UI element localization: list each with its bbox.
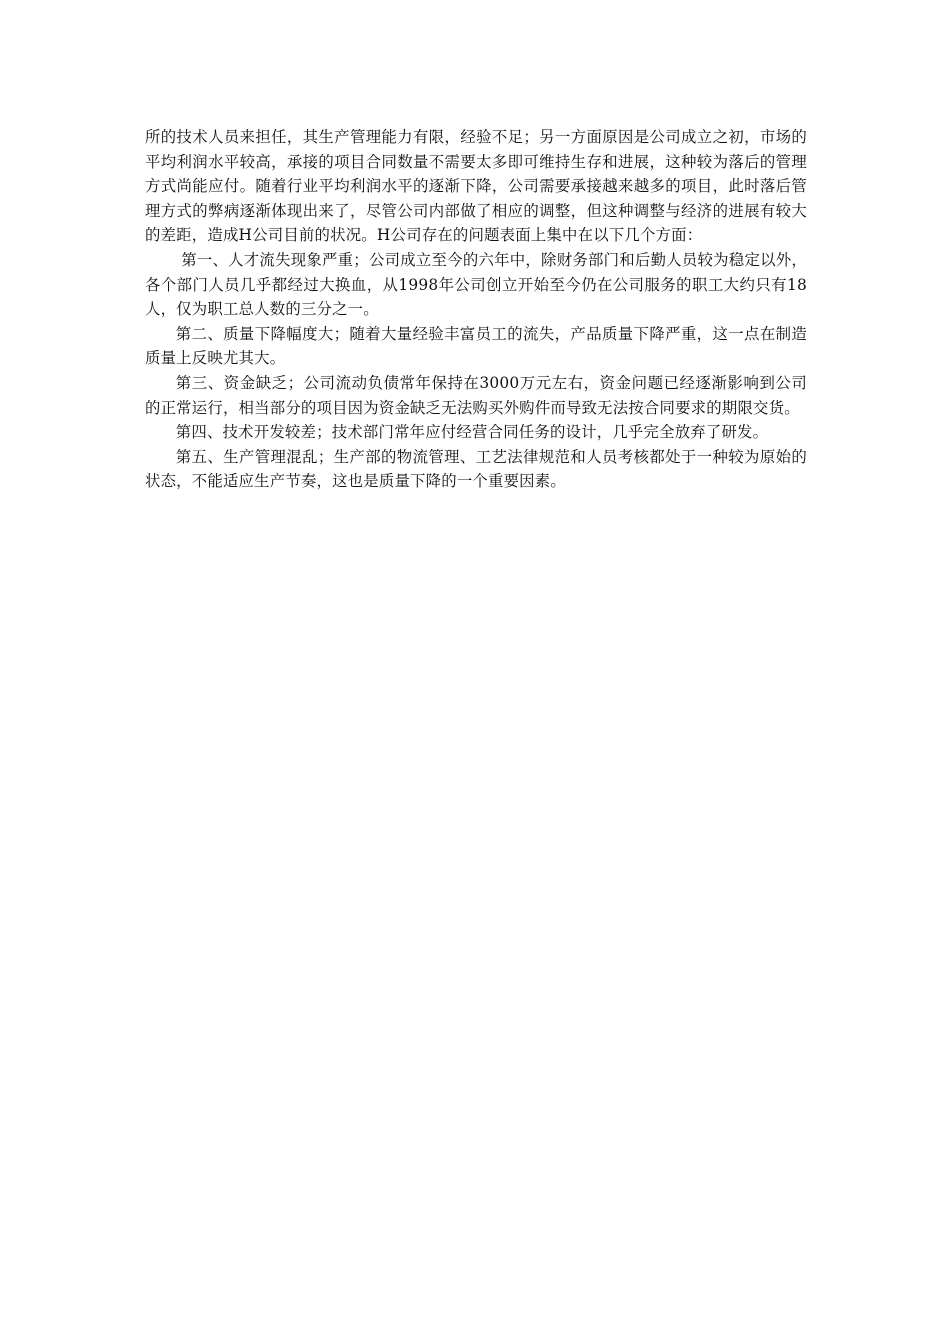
paragraph-issue-funding-shortage: 第三、资金缺乏；公司流动负债常年保持在3000万元左右，资金问题已经逐渐影响到公司的正常运行，相当部分的项目因为资金缺乏无法购买外购件而导致无法按合同要求的期限交货。	[145, 373, 807, 417]
paragraph-issue-talent-loss: 第一、人才流失现象严重；公司成立至今的六年中，除财务部门和后勤人员较为稳定以外，各个部门人员几乎都经过大换血，从1998年公司创立开始至今仍在公司服务的职工大约只有18人，仅为职工总人数的三分之一。	[145, 250, 807, 319]
paragraph-issue-production-management: 第五、生产管理混乱；生产部的物流管理、工艺法律规范和人员考核都处于一种较为原始的状态，不能适应生产节奏，这也是质量下降的一个重要因素。	[145, 447, 807, 491]
paragraph-issue-quality-decline: 第二、质量下降幅度大；随着大量经验丰富员工的流失，产品质量下降严重，这一点在制造质量上反映尤其大。	[145, 324, 807, 368]
paragraph-issue-tech-development: 第四、技术开发较差；技术部门常年应付经营合同任务的设计，几乎完全放弃了研发。	[175, 423, 769, 442]
paragraph-continuation: 所的技术人员来担任，其生产管理能力有限，经验不足；另一方面原因是公司成立之初，市场的平均利润水平较高，承接的项目合同数量不需要太多即可维持生存和进展，这种较为落后的管理方式尚能应付。随着行业平均利润水平的逐渐下降，公司需要承接越来越多的项目，此时落后管理方式的弊病逐渐体现出来了，尽管公司内部做了相应的调整，但这种调整与经济的进展有较大的差距，造成H公司目前的状况。H公司存在的问题表面上集中在以下几个方面：	[145, 128, 807, 245]
document-body	[145, 125, 807, 494]
